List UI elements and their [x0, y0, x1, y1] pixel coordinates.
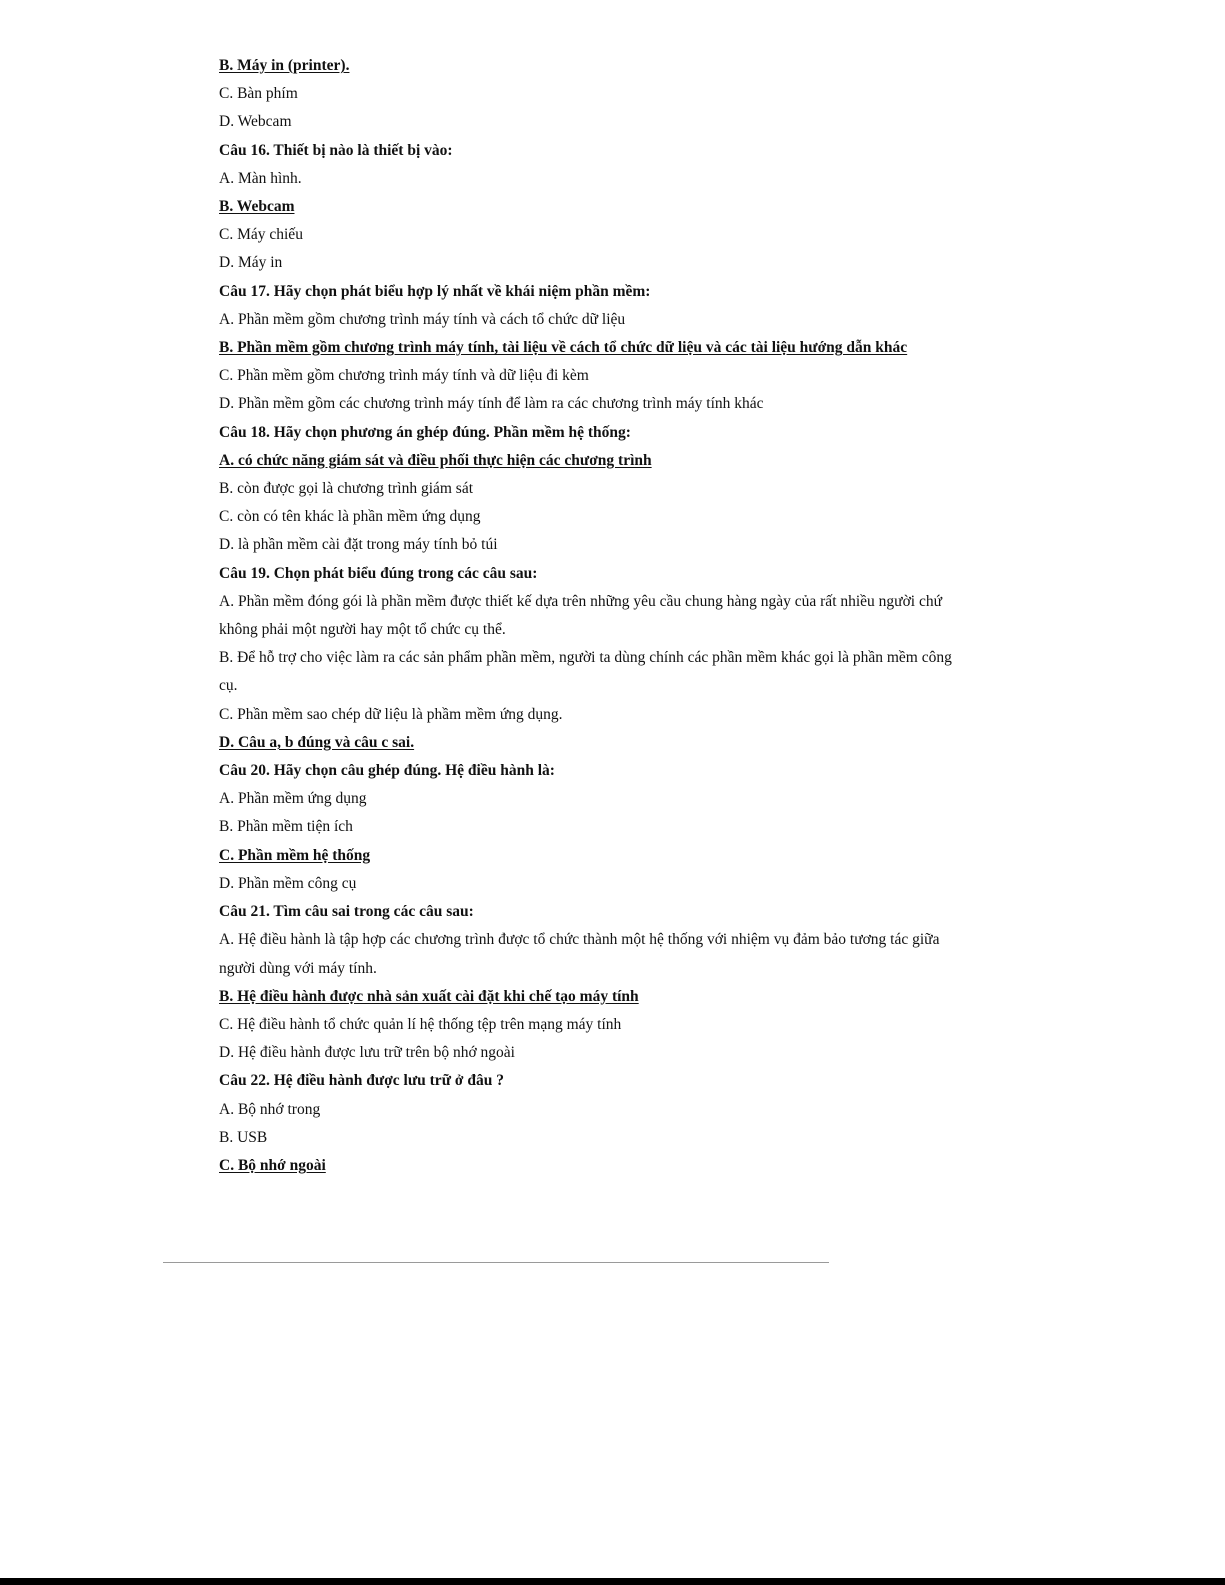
correct-answer: B. Phần mềm gồm chương trình máy tính, tài liệu về cách tổ chức dữ liệu và các tài liệu hướng dẫn khác [219, 339, 908, 357]
answer-option: D. Webcam [219, 113, 292, 131]
answer-option: B. USB [219, 1128, 268, 1146]
correct-answer: D. Câu a, b đúng và câu c sai. [219, 733, 415, 751]
answer-option: C. còn có tên khác là phần mềm ứng dụng [219, 508, 481, 526]
answer-option: C. Phần mềm sao chép dữ liệu là phầm mềm ứng dụng. [219, 705, 563, 723]
answer-option: D. Hệ điều hành được lưu trữ trên bộ nhớ ngoài [219, 1044, 515, 1062]
answer-option: C. Máy chiếu [219, 226, 303, 244]
answer-option: B. còn được gọi là chương trình giám sát [219, 480, 474, 498]
answer-option: B. Phần mềm tiện ích [219, 818, 353, 836]
question-heading: Câu 19. Chọn phát biểu đúng trong các câu sau: [219, 564, 538, 582]
answer-option: A. Phần mềm ứng dụng [219, 790, 367, 808]
answer-option: D. Phần mềm công cụ [219, 874, 357, 892]
correct-answer: B. Webcam [219, 198, 295, 216]
correct-answer: C. Bộ nhớ ngoài [219, 1156, 326, 1174]
quiz-content [219, 52, 1009, 1180]
answer-option: A. Màn hình. [219, 169, 302, 187]
answer-option: C. Phần mềm gồm chương trình máy tính và dữ liệu đi kèm [219, 367, 589, 385]
question-heading: Câu 20. Hãy chọn câu ghép đúng. Hệ điều hành là: [219, 762, 555, 780]
question-heading: Câu 18. Hãy chọn phương án ghép đúng. Phần mềm hệ thống: [219, 423, 631, 441]
answer-option: cụ. [219, 677, 238, 695]
correct-answer: B. Hệ điều hành được nhà sản xuất cài đặt khi chế tạo máy tính [219, 987, 639, 1005]
question-heading: Câu 21. Tìm câu sai trong các câu sau: [219, 903, 474, 921]
question-heading: Câu 17. Hãy chọn phát biểu hợp lý nhất về khái niệm phần mềm: [219, 282, 651, 300]
answer-option: B. Để hỗ trợ cho việc làm ra các sản phẩm phần mềm, người ta dùng chính các phần mềm khác gọi là phần mềm công [219, 649, 952, 667]
answer-option: A. Bộ nhớ trong [219, 1100, 321, 1118]
answer-option: A. Hệ điều hành là tập hợp các chương trình được tổ chức thành một hệ thống với nhiệm vụ đảm bảo tương tác giữa [219, 931, 940, 949]
footer-divider [163, 1262, 829, 1263]
answer-option: C. Bàn phím [219, 85, 298, 103]
answer-option: D. Máy in [219, 254, 283, 272]
answer-option: người dùng với máy tính. [219, 959, 377, 977]
answer-option: không phải một người hay một tổ chức cụ thể. [219, 621, 506, 639]
answer-option: D. là phần mềm cài đặt trong máy tính bỏ túi [219, 536, 498, 554]
page-bottom-edge [0, 1578, 1225, 1585]
correct-answer: C. Phần mềm hệ thống [219, 846, 371, 864]
question-heading: Câu 22. Hệ điều hành được lưu trữ ở đâu ? [219, 1072, 504, 1090]
answer-option: A. Phần mềm gồm chương trình máy tính và cách tổ chức dữ liệu [219, 310, 626, 328]
question-heading: Câu 16. Thiết bị nào là thiết bị vào: [219, 141, 453, 159]
correct-answer: A. có chức năng giám sát và điều phối thực hiện các chương trình [219, 451, 652, 469]
answer-option: C. Hệ điều hành tổ chức quản lí hệ thống tệp trên mạng máy tính [219, 1015, 622, 1033]
answer-option: A. Phần mềm đóng gói là phần mềm được thiết kế dựa trên những yêu cầu chung hàng ngày của rất nhiều người chứ [219, 592, 942, 610]
answer-option: D. Phần mềm gồm các chương trình máy tính để làm ra các chương trình máy tính khác [219, 395, 764, 413]
correct-answer: B. Máy in (printer). [219, 57, 350, 74]
